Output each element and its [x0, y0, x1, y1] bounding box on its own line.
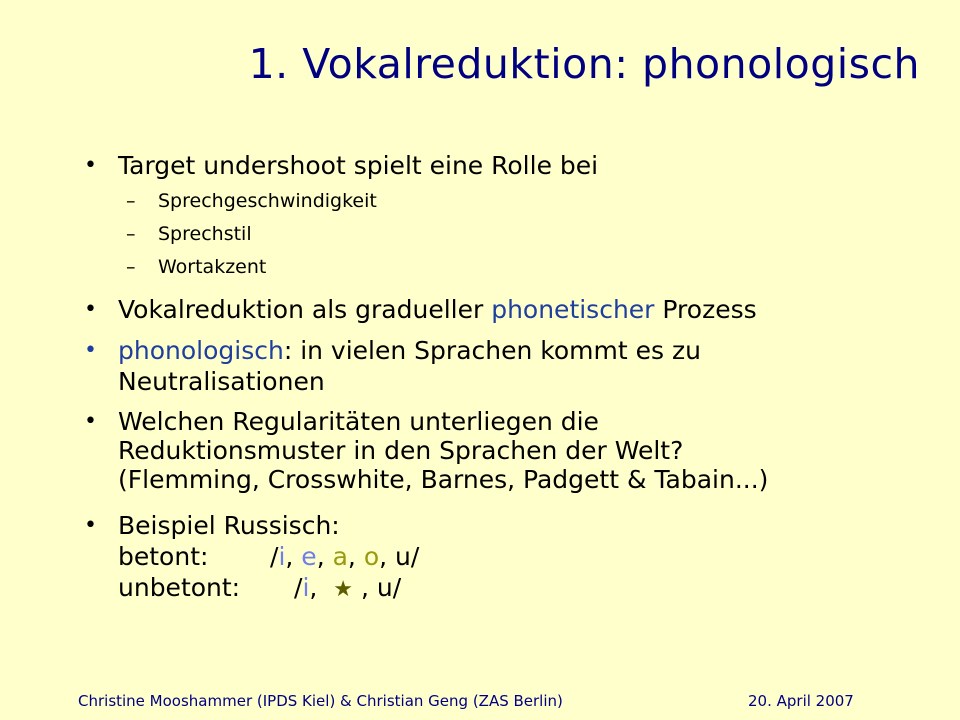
bullet-vokalreduktion: [84, 294, 924, 325]
slash: /: [270, 542, 279, 571]
slash: /: [294, 573, 303, 602]
comma: ,: [316, 542, 333, 571]
sub-item-label: Sprechgeschwindigkeit: [158, 190, 377, 212]
bullet-dot: •: [84, 297, 97, 322]
bullet-text: Vokalreduktion als gradueller: [118, 295, 492, 324]
bullet-text: Welchen Regularitäten unterliegen die: [118, 407, 599, 436]
bullet-text: Target undershoot spielt eine Rolle bei: [118, 151, 599, 180]
vowel-u: u: [376, 573, 393, 602]
comma: ,: [285, 542, 302, 571]
vowel-a: a: [332, 542, 348, 571]
comma: ,: [347, 542, 364, 571]
bullet-text: Reduktionsmuster in den Sprachen der Welt?: [118, 436, 684, 465]
star-icon: ★: [333, 577, 353, 602]
bullet-beispiel-russisch: [84, 510, 924, 605]
bullet-dot: •: [84, 338, 97, 363]
vowel-i: i: [278, 542, 286, 571]
sub-dash: –: [126, 256, 136, 278]
bullet-dot: •: [84, 513, 97, 538]
sub-item: [84, 185, 924, 218]
slide-content: [84, 150, 924, 605]
sub-item: [84, 218, 924, 251]
comma: ,: [360, 573, 377, 602]
bullet-text: (Flemming, Crosswhite, Barnes, Padgett & Tabain...): [118, 465, 769, 494]
unstressed-label: unbetont:: [118, 573, 241, 602]
sub-dash: –: [126, 223, 136, 245]
footer-authors: Christine Mooshammer (IPDS Kiel) & Christian Geng (ZAS Berlin): [78, 692, 563, 710]
sub-dash: –: [126, 190, 136, 212]
comma: ,: [309, 573, 326, 602]
stressed-label: betont:: [118, 542, 209, 571]
bullet-text: : in vielen Sprachen kommt es zu: [283, 336, 701, 365]
highlight-phonetischer: phonetischer: [491, 295, 655, 324]
vowel-o: o: [363, 542, 380, 571]
bullet-text: Prozess: [654, 295, 757, 324]
slash: /: [392, 573, 402, 602]
vowel-e: e: [301, 542, 317, 571]
sub-item-label: Sprechstil: [158, 223, 252, 245]
vowel-u: u: [395, 542, 411, 571]
bullet-phonologisch: [84, 335, 924, 397]
bullet-regularitaeten: [84, 407, 924, 494]
highlight-phonologisch: phonologisch: [118, 336, 284, 365]
bullet-text: Beispiel Russisch:: [118, 511, 340, 540]
sub-item-label: Wortakzent: [158, 256, 267, 278]
vowel-i: i: [302, 573, 310, 602]
footer-date: 20. April 2007: [748, 692, 854, 710]
comma: ,: [379, 542, 396, 571]
bullet-text: Neutralisationen: [118, 367, 325, 396]
sub-item: [84, 251, 924, 284]
bullet-target-undershoot: [84, 150, 924, 181]
bullet-dot: •: [84, 153, 97, 178]
slash: /: [410, 542, 420, 571]
slide-title: 1. Vokalreduktion: phonologisch: [248, 40, 920, 88]
bullet-dot: •: [84, 409, 97, 434]
